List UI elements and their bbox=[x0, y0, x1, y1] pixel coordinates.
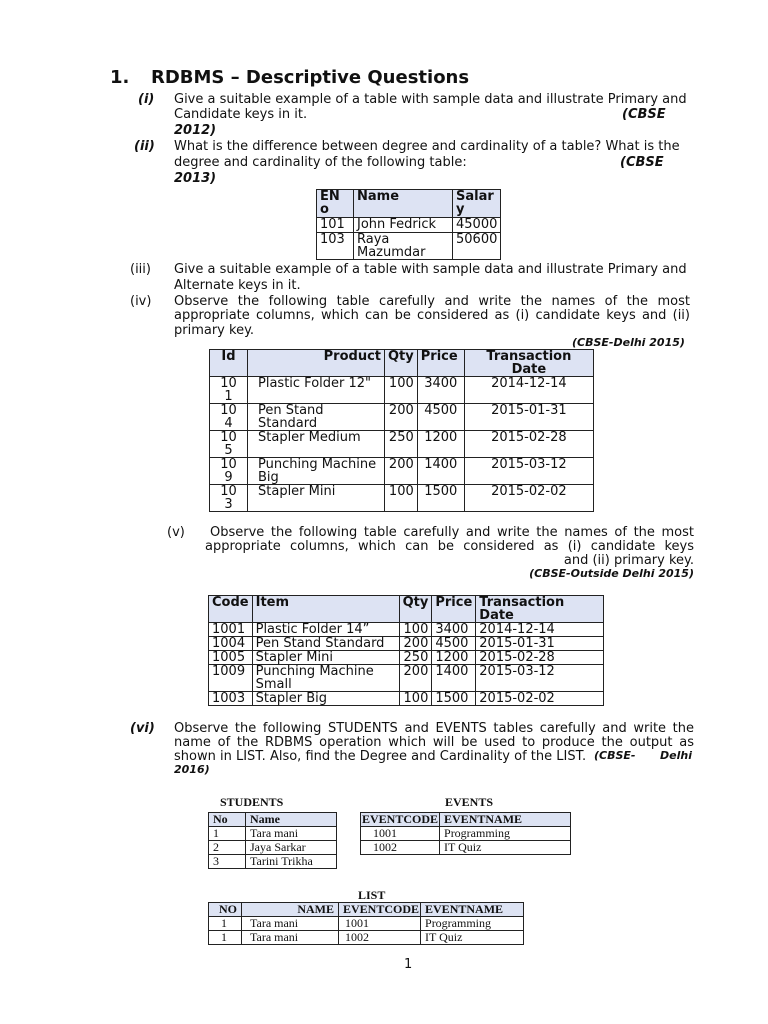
table-row bbox=[210, 458, 594, 485]
q4-line1: Observe the following table carefully and write the names of the most bbox=[174, 294, 690, 309]
q1-line1: Give a suitable example of a table with sample data and illustrate Primary and bbox=[174, 92, 687, 107]
table-cell: 1004 bbox=[209, 637, 253, 651]
q4-label: (iv) bbox=[130, 294, 152, 309]
q6-line2: name of the RDBMS operation which will be used to produce the output as bbox=[174, 735, 694, 750]
table-cell: 100 bbox=[399, 623, 432, 637]
table-cell: IT Quiz bbox=[440, 841, 571, 855]
q6-cite-year: 2016) bbox=[174, 763, 210, 776]
header-cell: Qty bbox=[399, 596, 432, 623]
q5-line3: and (ii) primary key. bbox=[563, 553, 694, 568]
header-cell: EVENTNAME bbox=[440, 813, 571, 827]
table-cell: 10 5 bbox=[210, 431, 248, 458]
table-row bbox=[209, 651, 604, 665]
table-cell: 2014-12-14 bbox=[476, 623, 604, 637]
header-cell: EVENTCODE bbox=[362, 812, 439, 826]
table-cell: Pen Stand Standard bbox=[252, 637, 399, 651]
table-row bbox=[317, 218, 501, 233]
q5-line1: Observe the following table carefully and write the names of the most bbox=[210, 525, 694, 540]
header-cell: EVENTNAME bbox=[421, 903, 524, 917]
list-caption: LIST bbox=[358, 888, 386, 902]
q4-cite: (CBSE-Delhi 2015) bbox=[572, 336, 685, 349]
item-table bbox=[208, 595, 604, 706]
table-cell: Programming bbox=[440, 827, 571, 841]
table-cell: Pen Stand Standard bbox=[248, 404, 385, 431]
header-cell: Id bbox=[210, 350, 248, 377]
header-cell: Price bbox=[432, 596, 476, 623]
table-cell: 3400 bbox=[432, 623, 476, 637]
table-cell: 200 bbox=[399, 637, 432, 651]
table-cell: 4500 bbox=[417, 404, 464, 431]
table-cell: 1400 bbox=[432, 665, 476, 692]
table-row bbox=[209, 623, 604, 637]
table-cell: 2015-01-31 bbox=[476, 637, 604, 651]
table-cell: 1500 bbox=[432, 692, 476, 706]
table-cell: Punching Machine Small bbox=[252, 665, 399, 692]
table-cell: 45000 bbox=[453, 218, 501, 233]
table-cell: 1200 bbox=[432, 651, 476, 665]
table-cell: 3400 bbox=[417, 377, 464, 404]
table-cell: 200 bbox=[385, 404, 418, 431]
q2-line2: degree and cardinality of the following table: bbox=[174, 155, 467, 170]
table-cell: 1 bbox=[209, 827, 246, 841]
table-cell: Stapler Medium bbox=[248, 431, 385, 458]
students-caption: STUDENTS bbox=[220, 795, 284, 809]
table-row bbox=[210, 431, 594, 458]
table-cell: 1001 bbox=[361, 827, 440, 841]
table-row bbox=[210, 485, 594, 512]
table-cell: 1200 bbox=[417, 431, 464, 458]
q2-cite-year: 2013) bbox=[174, 171, 217, 186]
q6-line3: shown in LIST. Also, find the Degree and Cardinality of the LIST. bbox=[174, 749, 587, 764]
q6-cite-place: Delhi bbox=[660, 749, 692, 762]
table-cell: 4500 bbox=[432, 637, 476, 651]
table-cell: 1 bbox=[209, 931, 242, 945]
table-cell: Plastic Folder 14” bbox=[252, 623, 399, 637]
table-cell: 3 bbox=[209, 855, 246, 869]
table-cell: 100 bbox=[399, 692, 432, 706]
table-row bbox=[361, 827, 571, 841]
header-cell: Item bbox=[252, 596, 399, 623]
table-cell: 1002 bbox=[361, 841, 440, 855]
table-cell: 200 bbox=[399, 665, 432, 692]
q2-label: (ii) bbox=[134, 139, 155, 154]
table-cell: Programming bbox=[421, 917, 524, 931]
header-cell: Transaction Date bbox=[476, 596, 604, 623]
header-cell: Product bbox=[248, 350, 385, 377]
q1-label: (i) bbox=[138, 92, 155, 107]
table-cell: 2015-02-28 bbox=[476, 651, 604, 665]
q2-line1: What is the difference between degree and cardinality of a table? What is the bbox=[174, 139, 680, 154]
header-cell: Price bbox=[417, 350, 464, 377]
product-table bbox=[209, 349, 594, 512]
table-cell: 250 bbox=[385, 431, 418, 458]
table-header-row bbox=[317, 190, 501, 218]
table-cell: 250 bbox=[399, 651, 432, 665]
table-cell: Jaya Sarkar bbox=[246, 841, 337, 855]
table-row bbox=[210, 404, 594, 431]
table-cell: Stapler Big bbox=[252, 692, 399, 706]
q3-line2: Alternate keys in it. bbox=[174, 278, 301, 293]
table-cell: 2015-02-28 bbox=[464, 431, 593, 458]
table-cell: 10 3 bbox=[210, 485, 248, 512]
table-cell: 2015-03-12 bbox=[464, 458, 593, 485]
q2-cite: (CBSE bbox=[620, 155, 664, 170]
table-cell: Stapler Mini bbox=[248, 485, 385, 512]
table-cell: 1001 bbox=[339, 917, 421, 931]
table-cell: 100 bbox=[385, 377, 418, 404]
table-cell: Tara mani bbox=[246, 827, 337, 841]
table-row bbox=[209, 917, 524, 931]
events-caption: EVENTS bbox=[445, 795, 494, 809]
table-cell: 2015-03-12 bbox=[476, 665, 604, 692]
table-row bbox=[209, 827, 337, 841]
q3-label: (iii) bbox=[130, 262, 151, 277]
table-header-row bbox=[209, 813, 337, 827]
table-cell: Punching Machine Big bbox=[248, 458, 385, 485]
q3-line1: Give a suitable example of a table with sample data and illustrate Primary and bbox=[174, 262, 687, 277]
table-cell: 1009 bbox=[209, 665, 253, 692]
q6-label: (vi) bbox=[130, 721, 155, 736]
q4-line3: primary key. bbox=[174, 323, 255, 338]
header-cell: No bbox=[209, 813, 246, 827]
table-header-row bbox=[209, 903, 524, 917]
table-cell: 10 4 bbox=[210, 404, 248, 431]
header-cell: EVENTCODE bbox=[339, 903, 421, 917]
page-number: 1 bbox=[404, 957, 413, 972]
table-cell: 10 1 bbox=[210, 377, 248, 404]
header-cell: Name bbox=[246, 813, 337, 827]
q4-line2: appropriate columns, which can be considered as (i) candidate keys and (ii) bbox=[174, 308, 690, 323]
table-header-row bbox=[209, 596, 604, 623]
header-cell: Qty bbox=[385, 350, 418, 377]
header-cell: Code bbox=[209, 596, 253, 623]
table-cell: 1400 bbox=[417, 458, 464, 485]
table-row bbox=[209, 841, 337, 855]
table-cell: Stapler Mini bbox=[252, 651, 399, 665]
students-table bbox=[208, 812, 337, 869]
table-cell: 200 bbox=[385, 458, 418, 485]
header-cell: Transaction Date bbox=[464, 350, 593, 377]
table-header-row bbox=[210, 350, 594, 377]
table-cell: 2015-02-02 bbox=[476, 692, 604, 706]
table-cell: 1005 bbox=[209, 651, 253, 665]
header-cell: NO bbox=[209, 903, 242, 917]
header-cell: EN o bbox=[317, 190, 354, 218]
employee-table bbox=[316, 189, 501, 260]
table-cell: Plastic Folder 12" bbox=[248, 377, 385, 404]
table-cell: John Fedrick bbox=[354, 218, 453, 233]
table-row bbox=[209, 637, 604, 651]
table-cell: 10 9 bbox=[210, 458, 248, 485]
table-cell: 2014-12-14 bbox=[464, 377, 593, 404]
events-table bbox=[360, 812, 571, 855]
table-cell: 1003 bbox=[209, 692, 253, 706]
table-row bbox=[209, 931, 524, 945]
q6-cite: (CBSE- bbox=[594, 749, 636, 762]
table-row bbox=[209, 665, 604, 692]
table-row bbox=[361, 841, 571, 855]
table-cell: 1500 bbox=[417, 485, 464, 512]
table-cell: 2 bbox=[209, 841, 246, 855]
table-cell: 103 bbox=[317, 233, 354, 260]
table-cell: Tara mani bbox=[242, 917, 339, 931]
table-cell: 2015-01-31 bbox=[464, 404, 593, 431]
table-cell: 1 bbox=[209, 917, 242, 931]
table-row bbox=[317, 233, 501, 260]
table-cell: Raya Mazumdar bbox=[354, 233, 453, 260]
table-cell: Tarini Trikha bbox=[246, 855, 337, 869]
section-title: RDBMS – Descriptive Questions bbox=[151, 67, 470, 88]
table-row bbox=[209, 692, 604, 706]
q1-line2: Candidate keys in it. bbox=[174, 107, 308, 122]
header-cell: Salar y bbox=[453, 190, 501, 218]
table-header-row bbox=[361, 813, 571, 827]
table-cell: 100 bbox=[385, 485, 418, 512]
header-cell: NAME bbox=[242, 903, 339, 917]
table-cell: 1001 bbox=[209, 623, 253, 637]
q5-label: (v) bbox=[167, 525, 185, 540]
q5-cite: (CBSE-Outside Delhi 2015) bbox=[529, 567, 694, 580]
table-row bbox=[209, 855, 337, 869]
table-cell: 50600 bbox=[453, 233, 501, 260]
q1-cite-year: 2012) bbox=[174, 123, 217, 138]
q1-cite: (CBSE bbox=[622, 107, 666, 122]
q5-line2: appropriate columns, which can be considered as (i) candidate keys bbox=[205, 539, 694, 554]
table-cell: 2015-02-02 bbox=[464, 485, 593, 512]
table-cell: IT Quiz bbox=[421, 931, 524, 945]
list-table bbox=[208, 902, 524, 945]
table-row bbox=[210, 377, 594, 404]
section-number: 1. bbox=[110, 67, 130, 88]
table-cell: Tara mani bbox=[242, 931, 339, 945]
header-cell: Name bbox=[354, 190, 453, 218]
table-cell: 101 bbox=[317, 218, 354, 233]
table-cell: 1002 bbox=[339, 931, 421, 945]
q6-line1: Observe the following STUDENTS and EVENTS tables carefully and write the bbox=[174, 721, 694, 736]
